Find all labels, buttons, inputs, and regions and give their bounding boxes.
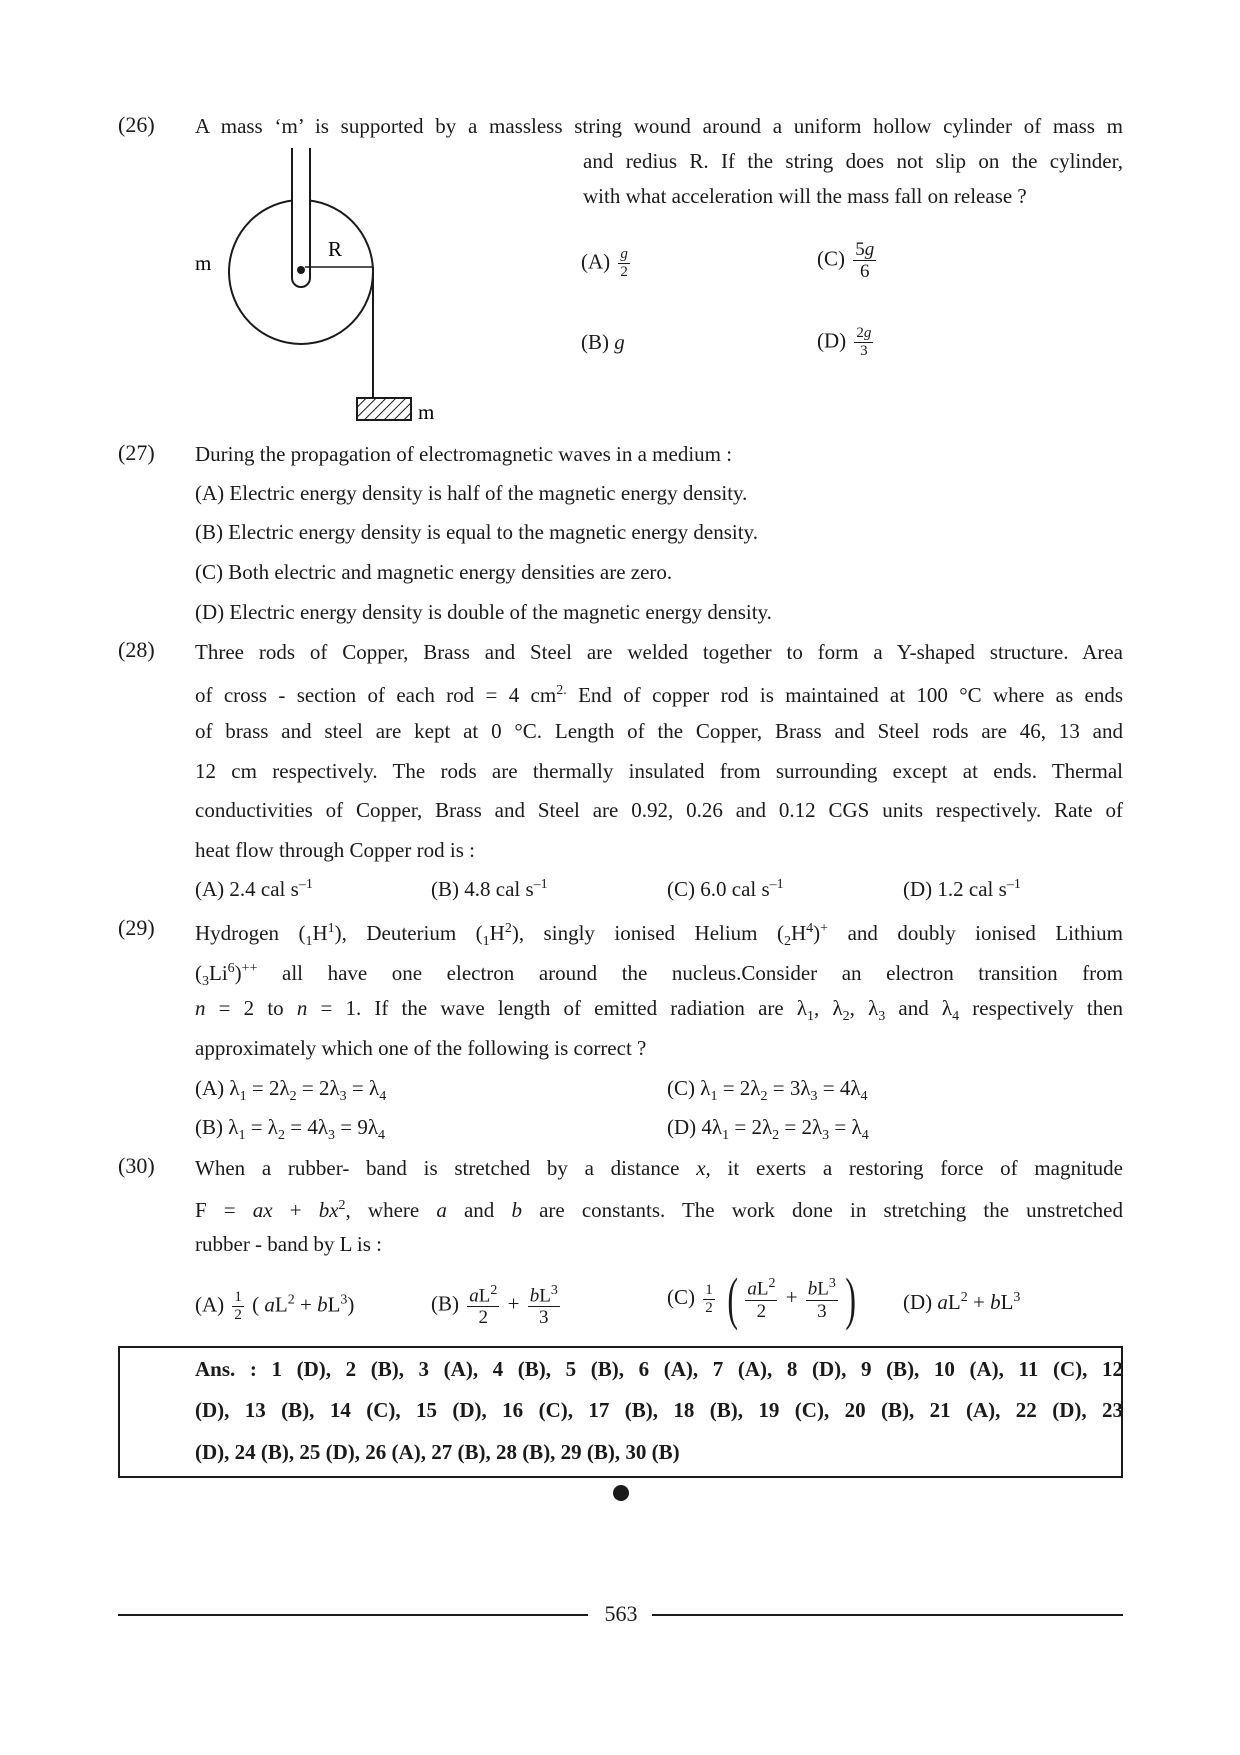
footer-rule-left [118, 1614, 588, 1616]
q30-option-b: (B) $\frac{aL^2}{2}$ + $\frac{bL^3}{3}$ [431, 1283, 558, 1329]
answer-key-line2: (D), 13 (B), 14 (C), 15 (D), 16 (C), 17 (B), 18 (B), 19 (C), 20 (B), 21 (A), 22 (D), 23 [195, 1398, 1123, 1422]
q26-option-c: (C) $\frac{5g}{6}$ [817, 239, 875, 282]
q28-line2: of cross - section of each rod = 4 $cm^{2.}$ End of copper rod is maintained at 100 °C where as ends [195, 683, 1123, 707]
answer-key-line3: (D), 24 (B), 25 (D), 26 (A), 27 (B), 28 (B), 29 (B), 30 (B) [195, 1440, 680, 1464]
question-number-27: (27) [118, 440, 155, 465]
q29-line2: $(_3Li^6)^{++}$ all have one electron around the nucleus.Consider an electron transition from [195, 961, 1123, 990]
q28-line3: of brass and steel are kept at 0 °C. Length of the Copper, Brass and Steel rods are 46, 13 and [195, 719, 1123, 743]
q26-option-d: (D) $\frac{2g}{3}$ [817, 325, 872, 359]
question-number-28: (28) [118, 637, 155, 662]
question-number-30: (30) [118, 1153, 155, 1178]
page-number: 563 [604, 1601, 638, 1626]
q28-option-a: (A) 2.4 cal $s^{-1}$ [195, 877, 313, 901]
q30-line2: F = ax + $bx^2$, where a and b are constants. The work done in stretching the unstretched [195, 1198, 1123, 1222]
footer-rule-right [652, 1614, 1123, 1616]
q29-line1: Hydrogen $(_1H^1)$, Deuterium $(_1H^2)$, singly ionised Helium $(_2H^4)^+$ and doubly ionised Lithium [195, 921, 1123, 950]
q29-line4: approximately which one of the following is correct ? [195, 1036, 647, 1060]
q26-stem-line1: A mass ‘m’ is supported by a massless string wound around a uniform hollow cylinder of mass m [195, 114, 1123, 138]
q26-stem-line2: and redius R. If the string does not slip on the cylinder, [583, 149, 1123, 173]
q28-line5: conductivities of Copper, Brass and Steel are 0.92, 0.26 and 0.12 CGS units respectively. Rate of [195, 798, 1123, 822]
q27-option-d: (D) Electric energy density is double of the magnetic energy density. [195, 600, 772, 624]
q29-option-c: (C) $\lambda_1 = 2\lambda_2 = 3\lambda_3 = 4\lambda_4$ [667, 1076, 868, 1105]
answer-key-line1: Ans. : 1 (D), 2 (B), 3 (A), 4 (B), 5 (B), 6 (A), 7 (A), 8 (D), 9 (B), 10 (A), 11 (C), 12 [195, 1357, 1123, 1381]
q27-option-b: (B) Electric energy density is equal to the magnetic energy density. [195, 520, 758, 544]
label-r: R [328, 237, 343, 261]
axle-point [297, 266, 305, 274]
q29-option-a: (A) $\lambda_1 = 2\lambda_2 = 2\lambda_3 = \lambda_4$ [195, 1076, 387, 1105]
q26-stem-line3: with what acceleration will the mass fall on release ? [583, 184, 1027, 208]
q28-option-d: (D) 1.2 cal $s^{-1}$ [903, 877, 1021, 901]
q28-line1: Three rods of Copper, Brass and Steel are welded together to form a Y-shaped structure. Area [195, 640, 1123, 664]
q30-option-d: (D) $aL^2 + bL^3$ [903, 1290, 1021, 1314]
q29-option-d: (D) $4\lambda_1 = 2\lambda_2 = 2\lambda_3 = \lambda_4$ [667, 1115, 869, 1144]
q27-option-c: (C) Both electric and magnetic energy densities are zero. [195, 560, 673, 584]
q30-line1: When a rubber- band is stretched by a distance x, it exerts a restoring force of magnitude [195, 1156, 1123, 1180]
q30-line3: rubber - band by L is : [195, 1232, 383, 1256]
q26-option-a: (A) $\frac{g}{2}$ [581, 246, 628, 280]
q28-option-c: (C) 6.0 cal $s^{-1}$ [667, 877, 784, 901]
label-m-block: m [418, 400, 435, 424]
label-m-cylinder: m [195, 251, 212, 275]
hanging-mass-block [357, 398, 411, 420]
q29-line3: n = 2 to n = 1. If the wave length of emitted radiation are $\lambda_1$, $\lambda_2$, $\lambda_3$ and $\lambda_4$ respectively then [195, 996, 1124, 1025]
q27-option-a: (A) Electric energy density is half of the magnetic energy density. [195, 481, 748, 505]
bullet-dot [613, 1485, 629, 1501]
q29-option-b: (B) $\lambda_1 = \lambda_2 = 4\lambda_3 = 9\lambda_4$ [195, 1115, 386, 1144]
question-number-26: (26) [118, 112, 155, 137]
q30-option-c: (C) $\frac{1}{2}$ ( $\frac{aL^2}{2}$ + $\frac{bL^3}{3}$ ) [667, 1266, 856, 1331]
q27-stem: During the propagation of electromagnetic waves in a medium : [195, 442, 733, 466]
question-number-29: (29) [118, 915, 155, 940]
q28-option-b: (B) 4.8 cal $s^{-1}$ [431, 877, 548, 901]
q28-line6: heat flow through Copper rod is : [195, 838, 475, 862]
q30-option-a: (A) $\frac{1}{2}$ ( $aL^2 + bL^3$) [195, 1289, 355, 1323]
q26-option-b: (B) g [581, 330, 625, 354]
q28-line4: 12 cm respectively. The rods are thermally insulated from surrounding except at ends. Thermal [195, 759, 1123, 783]
cylinder-pulley-figure [190, 148, 450, 428]
